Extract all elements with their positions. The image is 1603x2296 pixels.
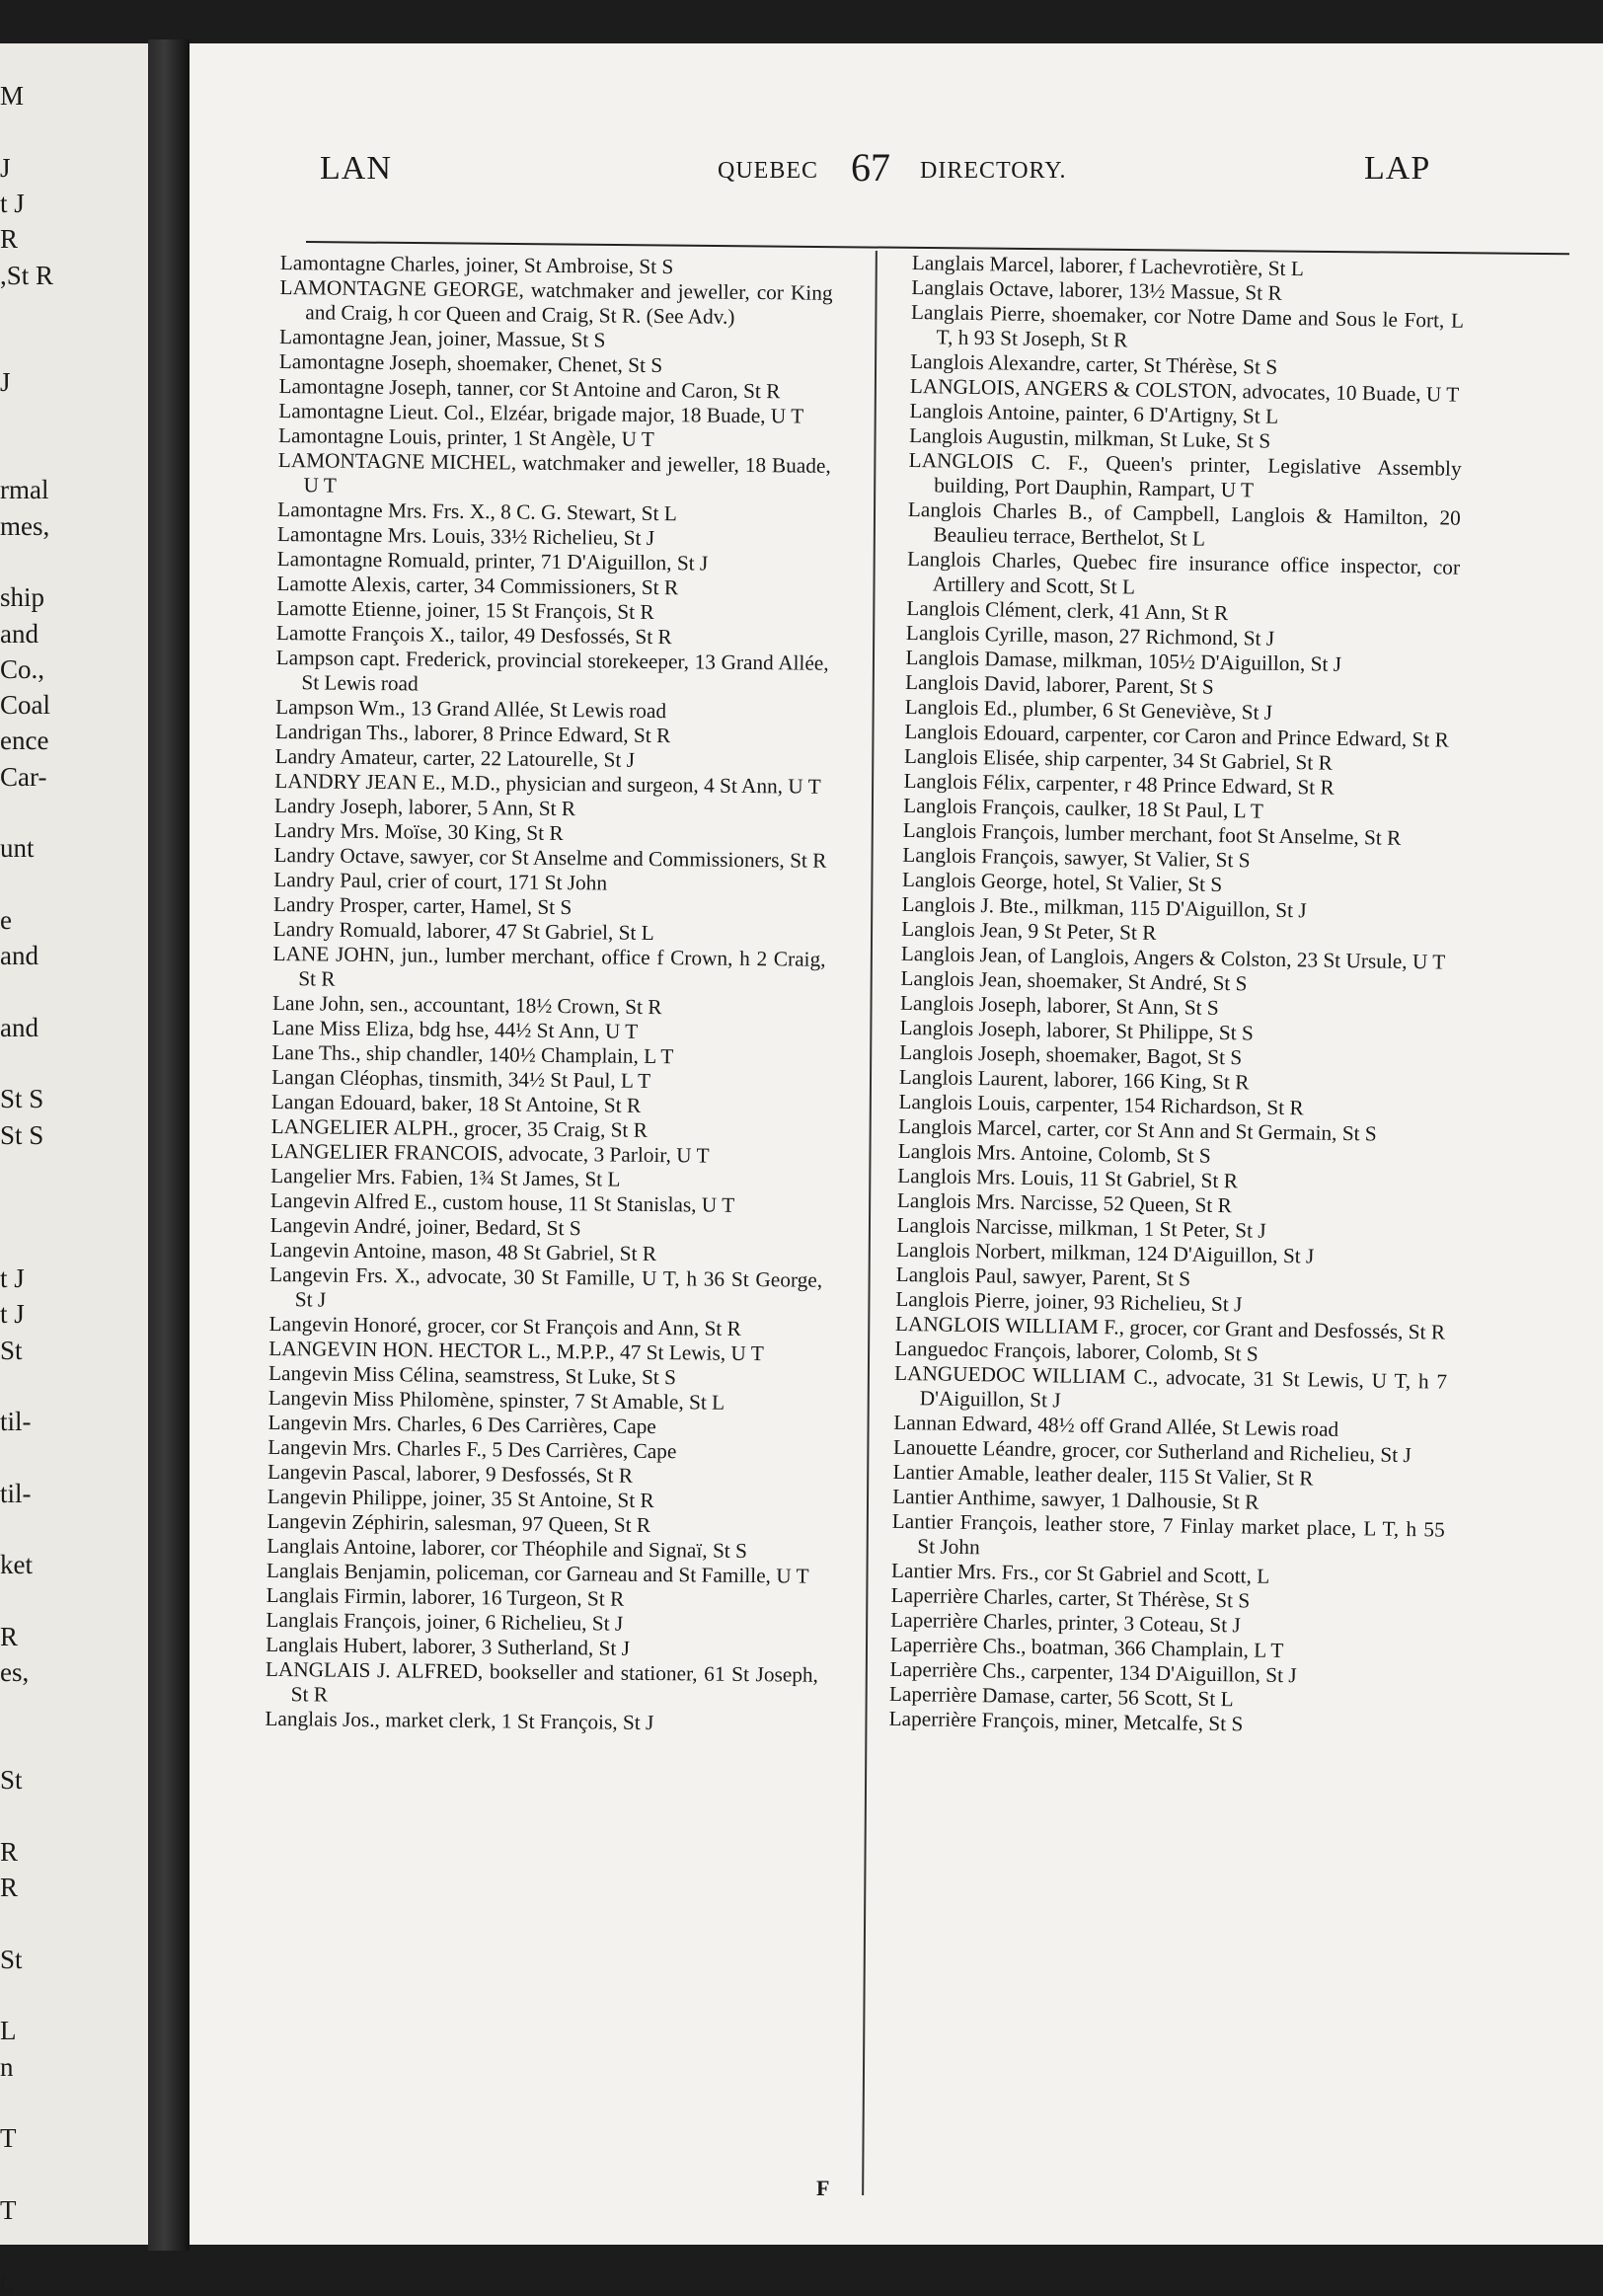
directory-entry: Langlois Joseph, laborer, St Ann, St S: [899, 990, 1219, 1020]
facing-page-text: ence: [0, 726, 49, 756]
directory-entry: Lamontagne Mrs. Louis, 33½ Richelieu, St J: [276, 521, 655, 550]
directory-entry: Langlois Jean, of Langlois, Angers & Colston, 23 St Ursule, U T: [900, 941, 1446, 974]
facing-page-fragment: [0, 43, 148, 2296]
directory-entry: Lamontagne Romuald, printer, 71 D'Aiguillon, St J: [276, 546, 709, 575]
directory-entry: Langlois Augustin, milkman, St Luke, St S: [908, 422, 1271, 453]
directory-entry: Laperrière Damase, carter, 56 Scott, St L: [888, 1681, 1234, 1712]
facing-page-text: and: [0, 618, 38, 649]
directory-entry: Lampson Wm., 13 Grand Allée, St Lewis road: [275, 694, 667, 724]
facing-page-text: unt: [0, 833, 35, 864]
facing-page-text: M: [0, 81, 25, 111]
facing-page-text: t J: [0, 1299, 25, 1330]
directory-entry: Lamotte François X., tailor, 49 Desfossés, St R: [275, 620, 672, 650]
facing-page-text: rmal: [0, 475, 49, 505]
directory-entry: Langlois Félix, carpenter, r 48 Prince Edward, St R: [903, 768, 1335, 800]
directory-entry: Lantier Amable, leather dealer, 115 St Valier, St R: [892, 1459, 1314, 1491]
directory-entry: Laperrière Charles, printer, 3 Coteau, St J: [890, 1607, 1241, 1638]
directory-entry: Langlois Jean, 9 St Peter, St R: [901, 916, 1157, 945]
facing-page-text: T: [0, 2123, 17, 2154]
facing-page-text: R: [0, 224, 19, 255]
directory-entry: Laperrière Chs., carpenter, 134 D'Aiguillon, St J: [889, 1656, 1297, 1688]
directory-entry: LAMONTAGNE GEORGE, watchmaker and jeweller, cor King and Craig, h cor Queen and Craig, St R. (See Adv.): [279, 274, 833, 329]
directory-entry: Lane Ths., ship chandler, 140½ Champlain, L T: [271, 1039, 674, 1069]
directory-entry: Langlois Mrs. Antoine, Colomb, St S: [897, 1138, 1211, 1168]
directory-entry: Langlais Octave, laborer, 13½ Massue, St R: [911, 274, 1282, 305]
directory-entry: Langlois François, lumber merchant, foot St Anselme, St R: [902, 817, 1402, 850]
directory-entry: Langevin Honoré, grocer, cor St François and Ann, St R: [268, 1311, 741, 1340]
directory-entry: Langlais Firmin, laborer, 16 Turgeon, St R: [266, 1582, 625, 1611]
facing-page-text: T: [0, 2194, 17, 2225]
directory-entry: Langevin Frs. X., advocate, 30 St Famille, U T, h 36 St George, St J: [269, 1262, 823, 1312]
directory-entry: LANGEVIN HON. HECTOR L., M.P.P., 47 St Lewis, U T: [268, 1336, 764, 1366]
directory-entry: Langevin Philippe, joiner, 35 St Antoine, St R: [267, 1484, 654, 1513]
facing-page-text: ket: [0, 1550, 33, 1580]
directory-entry: Langlois Laurent, laborer, 166 King, St R: [898, 1064, 1250, 1095]
header-right-guide: LAP: [1364, 150, 1431, 187]
directory-entry: Langlois Alexandre, carter, St Thérèse, St S: [910, 348, 1278, 379]
page-number: 67: [851, 145, 890, 190]
right-column: [888, 251, 1464, 1740]
directory-entry: Langlois Louis, carpenter, 154 Richardson, St R: [898, 1089, 1304, 1120]
directory-entry: Lantier Mrs. Frs., cor St Gabriel and Scott, L: [890, 1558, 1270, 1588]
directory-entry: Landry Romuald, laborer, 47 St Gabriel, St L: [272, 916, 654, 946]
directory-entry: LANGELIER FRANCOIS, advocate, 3 Parloir, U T: [270, 1138, 710, 1168]
facing-page-text: J: [0, 367, 11, 398]
directory-entry: Lamotte Alexis, carter, 34 Commissioners, St R: [276, 571, 679, 600]
directory-entry: Langevin André, joiner, Bedard, St S: [269, 1212, 581, 1241]
directory-entry: Langlais Benjamin, policeman, cor Garneau and St Famille, U T: [266, 1558, 809, 1588]
facing-page-text: R: [0, 1873, 19, 1902]
header-city: QUEBEC: [718, 158, 818, 184]
left-column: [265, 251, 833, 1737]
directory-entry: Langlois Cyrille, mason, 27 Richmond, St J: [905, 620, 1275, 651]
directory-entry: Langan Edouard, baker, 18 St Antoine, St R: [270, 1089, 642, 1117]
directory-entry: Lamontagne Mrs. Frs. X., 8 C. G. Stewart, St L: [277, 497, 677, 526]
facing-page-text: St: [0, 1335, 23, 1365]
directory-entry: Lampson capt. Frederick, provincial storekeeper, 13 Grand Allée, St Lewis road: [275, 645, 829, 696]
directory-entry: Langevin Miss Célina, seamstress, St Luke, St S: [267, 1360, 677, 1390]
facing-page-text: R: [0, 1621, 19, 1651]
directory-entry: Langlois Charles, Quebec fire insurance office inspector, cor Artillery and Scott, St L: [906, 546, 1461, 599]
directory-entry: Lannan Edward, 48½ off Grand Allée, St Lewis road: [893, 1410, 1339, 1441]
directory-entry: LANGLOIS WILLIAM F., grocer, cor Grant and Desfossés, St R: [894, 1311, 1446, 1344]
facing-page-text: ship: [0, 582, 45, 613]
running-header: [190, 145, 1603, 199]
directory-entry: Lamotte Etienne, joiner, 15 St François, St R: [276, 595, 654, 624]
book-gutter: [148, 39, 190, 2251]
directory-entry: Langlais François, joiner, 6 Richelieu, St J: [266, 1607, 624, 1636]
header-directory: DIRECTORY.: [920, 158, 1067, 184]
directory-entry: Langlois Edouard, carpenter, cor Caron and Prince Edward, St R: [904, 719, 1449, 752]
facing-page-text: t,: [0, 2266, 15, 2296]
directory-entry: Lamontagne Lieut. Col., Elzéar, brigade major, 18 Buade, U T: [278, 398, 804, 428]
directory-entry: LANGELIER ALPH., grocer, 35 Craig, St R: [270, 1113, 649, 1142]
facing-page-text: L: [0, 2016, 17, 2046]
facing-page-text: J: [0, 152, 11, 183]
directory-entry: LANGLAIS J. ALFRED, bookseller and stationer, 61 St Joseph, St R: [265, 1656, 819, 1707]
directory-entry: Langlois Joseph, shoemaker, Bagot, St S: [899, 1039, 1243, 1070]
facing-page-text: and: [0, 941, 38, 971]
directory-entry: Landry Octave, sawyer, cor St Anselme and Commissioners, St R: [273, 842, 827, 873]
facing-page-text: til-: [0, 1478, 32, 1508]
directory-entry: Langevin Alfred E., custom house, 11 St Stanislas, U T: [269, 1187, 735, 1217]
directory-entry: Lamontagne Joseph, tanner, cor St Antoine and Caron, St R: [278, 373, 781, 404]
directory-entry: Landrigan Ths., laborer, 8 Prince Edward, St R: [274, 719, 671, 748]
directory-entry: Langlois George, hotel, St Valier, St S: [901, 867, 1223, 897]
directory-entry: Lantier François, leather store, 7 Finlay market place, L T, h 55 St John: [891, 1508, 1445, 1560]
facing-page-text: Coal: [0, 690, 50, 721]
header-left-guide: LAN: [320, 150, 392, 187]
facing-page-text: R: [0, 1836, 19, 1867]
facing-page-text: t J: [0, 1263, 25, 1293]
directory-entry: Lanouette Léandre, grocer, cor Sutherland and Richelieu, St J: [892, 1434, 1412, 1468]
directory-entry: Laperrière Charles, carter, St Thérèse, St S: [890, 1582, 1251, 1613]
facing-page-text: t J: [0, 188, 25, 218]
facing-page-text: Car-: [0, 761, 47, 792]
directory-entry: LANGLOIS, ANGERS & COLSTON, advocates, 10 Buade, U T: [909, 373, 1460, 407]
directory-entry: Lamontagne Jean, joiner, Massue, St S: [278, 324, 606, 352]
directory-entry: Langlois François, sawyer, St Valier, St S: [902, 842, 1251, 873]
directory-entry: Langlais Pierre, shoemaker, cor Notre Dame and Sous le Fort, L T, h 93 St Joseph, St R: [910, 299, 1465, 352]
directory-entry: Landry Mrs. Moïse, 30 King, St R: [273, 817, 564, 846]
directory-entry: Langlois François, caulker, 18 St Paul, L T: [902, 793, 1264, 823]
directory-entry: Langlais Jos., market clerk, 1 St François, St J: [265, 1706, 654, 1735]
directory-entry: Langevin Zéphirin, salesman, 97 Queen, St R: [267, 1508, 651, 1537]
directory-entry: Langlais Antoine, laborer, cor Théophile and Signaï, St S: [267, 1533, 748, 1564]
directory-entry: Langelier Mrs. Fabien, 1¾ St James, St L: [270, 1163, 621, 1191]
facing-page-text: St: [0, 1765, 23, 1796]
facing-page-text: St S: [0, 1119, 44, 1150]
directory-entry: LANDRY JEAN E., M.D., physician and surgeon, 4 St Ann, U T: [274, 768, 821, 799]
directory-entry: LAMONTAGNE MICHEL, watchmaker and jeweller, 18 Buade, U T: [277, 447, 831, 497]
facing-page-text: til-: [0, 1407, 32, 1437]
directory-entry: Langlois Marcel, carter, cor St Ann and St Germain, St S: [897, 1113, 1377, 1146]
directory-entry: Langlais Hubert, laborer, 3 Sutherland, St J: [266, 1632, 631, 1660]
directory-entry: Landry Paul, crier of court, 171 St John: [273, 867, 608, 895]
directory-page: [190, 43, 1603, 2245]
directory-entry: Langlois Mrs. Louis, 11 St Gabriel, St R: [897, 1163, 1239, 1193]
directory-entry: Langlois Clément, clerk, 41 Ann, St R: [906, 595, 1229, 626]
facing-page-text: e: [0, 904, 12, 935]
facing-page-text: mes,: [0, 510, 50, 541]
directory-entry: Landry Amateur, carter, 22 Latourelle, St J: [274, 743, 636, 772]
directory-entry: Langlois Ed., plumber, 6 St Geneviève, St J: [904, 694, 1273, 725]
directory-entry: Laperrière Chs., boatman, 366 Champlain, L T: [889, 1632, 1284, 1663]
directory-entry: LANE JOHN, jun., lumber merchant, office f Crown, h 2 Craig, St R: [272, 941, 826, 991]
directory-entry: Lamontagne Joseph, shoemaker, Chenet, St S: [278, 348, 663, 378]
facing-page-text: and: [0, 1012, 38, 1042]
facing-page-text: ,St R: [0, 260, 54, 290]
directory-entry: Langlois Antoine, painter, 6 D'Artigny, St L: [909, 398, 1279, 428]
directory-entry: Langlois Mrs. Narcisse, 52 Queen, St R: [896, 1187, 1232, 1218]
directory-entry: Langlois Joseph, laborer, St Philippe, St S: [899, 1015, 1255, 1045]
signature-mark: F: [816, 2176, 830, 2200]
directory-entry: Lane John, sen., accountant, 18½ Crown, St R: [271, 990, 662, 1020]
directory-entry: Langlois David, laborer, Parent, St S: [904, 669, 1214, 699]
facing-page-text: es,: [0, 1657, 30, 1688]
facing-page-text: St: [0, 1944, 23, 1974]
directory-entry: Langevin Pascal, laborer, 9 Desfossés, St R: [267, 1459, 634, 1488]
directory-entry: Langevin Antoine, mason, 48 St Gabriel, St R: [269, 1237, 657, 1266]
directory-entry: Langlois Norbert, milkman, 124 D'Aiguillon, St J: [895, 1237, 1315, 1268]
facing-page-text: Co.,: [0, 653, 45, 684]
directory-entry: Langan Cléophas, tinsmith, 34½ St Paul, L T: [271, 1064, 651, 1093]
directory-entry: Langlois Narcisse, milkman, 1 St Peter, St J: [896, 1212, 1266, 1243]
directory-entry: Langlais Marcel, laborer, f Lachevrotière, St L: [911, 251, 1305, 281]
directory-entry: Langevin Miss Philomène, spinster, 7 St Amable, St L: [267, 1385, 725, 1415]
directory-entry: Langlois Elisée, ship carpenter, 34 St Gabriel, St R: [903, 743, 1333, 775]
directory-entry: Langlois Charles B., of Campbell, Langlois & Hamilton, 20 Beaulieu terrace, Berthelot, St L: [907, 497, 1462, 551]
directory-entry: Lane Miss Eliza, bdg hse, 44½ St Ann, U T: [271, 1015, 639, 1043]
directory-entry: Lamontagne Louis, printer, 1 St Angèle, U T: [277, 422, 655, 451]
directory-entry: Lamontagne Charles, joiner, St Ambroise, St S: [279, 251, 674, 279]
directory-entry: Languedoc François, laborer, Colomb, St S: [894, 1336, 1259, 1366]
directory-entry: Landry Prosper, carter, Hamel, St S: [272, 891, 572, 920]
directory-entry: Langevin Mrs. Charles F., 5 Des Carrières, Cape: [267, 1434, 677, 1464]
directory-entry: Lantier Anthime, sawyer, 1 Dalhousie, St R: [891, 1484, 1260, 1514]
directory-entry: Langlois Jean, shoemaker, St André, St S: [900, 965, 1248, 996]
directory-entry: Langlois Pierre, joiner, 93 Richelieu, St J: [895, 1286, 1243, 1317]
directory-entry: Langlois Paul, sawyer, Parent, St S: [895, 1262, 1191, 1291]
directory-entry: LANGUEDOC WILLIAM C., advocate, 31 St Lewis, U T, h 7 D'Aiguillon, St J: [893, 1360, 1448, 1413]
directory-entry: Landry Joseph, laborer, 5 Ann, St R: [273, 793, 576, 821]
directory-entry: Langevin Mrs. Charles, 6 Des Carrières, Cape: [267, 1410, 656, 1439]
facing-page-text: n: [0, 2051, 14, 2082]
directory-entry: Langlois Damase, milkman, 105½ D'Aiguillon, St J: [905, 645, 1342, 676]
facing-page-text: St S: [0, 1084, 44, 1114]
directory-entry: LANGLOIS C. F., Queen's printer, Legislative Assembly building, Port Dauphin, Rampart, U T: [908, 447, 1462, 502]
directory-entry: Laperrière François, miner, Metcalfe, St S: [888, 1706, 1244, 1736]
directory-entry: Langlois J. Bte., milkman, 115 D'Aiguillon, St J: [901, 891, 1307, 923]
column-divider: [862, 251, 878, 2195]
